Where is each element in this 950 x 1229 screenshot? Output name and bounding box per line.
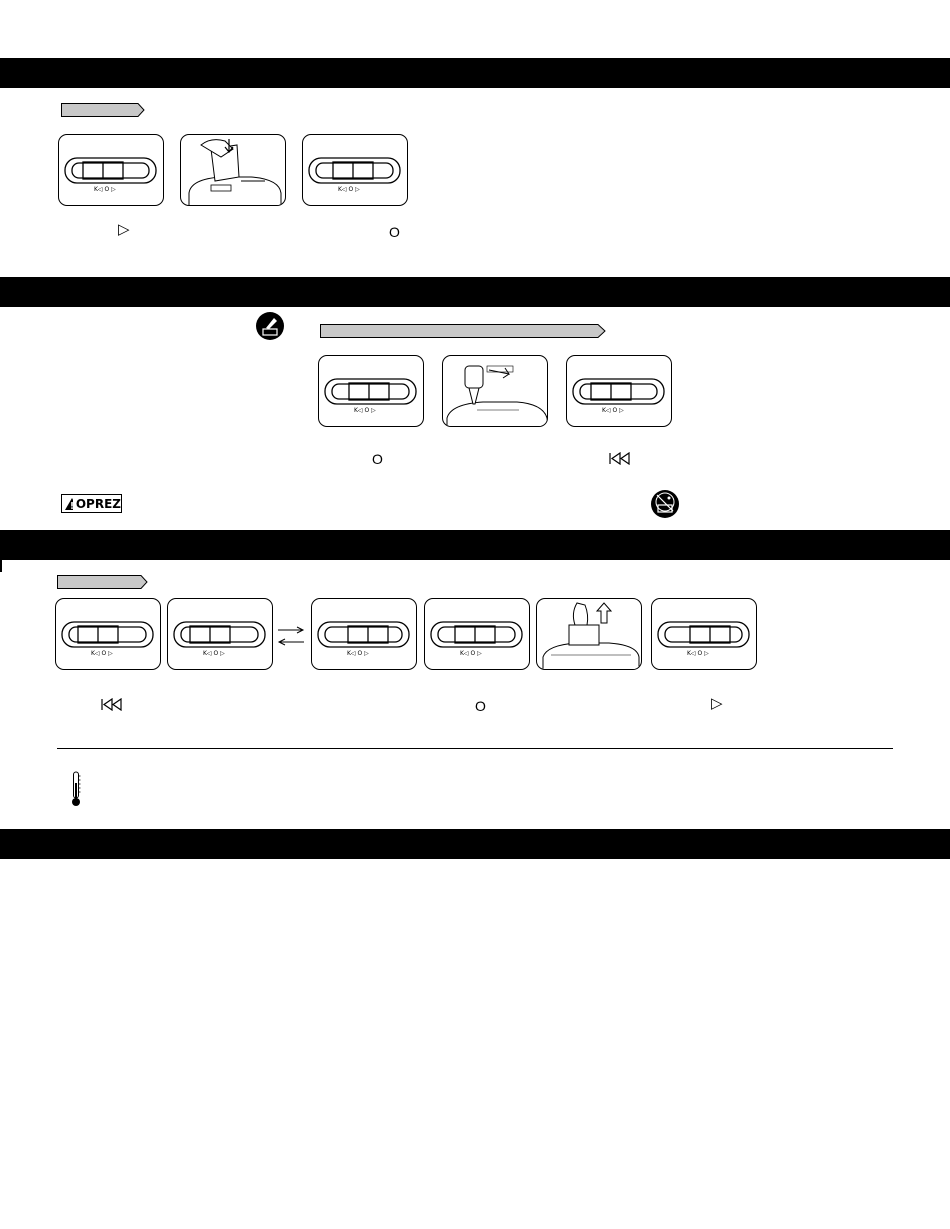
switch-icon [312, 599, 417, 670]
switch-panel [58, 134, 164, 206]
warning-label [61, 494, 122, 513]
switch-panel [424, 598, 530, 670]
switch-panel [55, 598, 161, 670]
switch-icon [56, 599, 161, 670]
section-4-bar [0, 829, 950, 859]
feed-paper-illustration [180, 134, 286, 206]
switch-icon [168, 599, 273, 670]
switch-panel [318, 355, 424, 427]
switch-panel [302, 134, 408, 206]
section-2-bar [0, 277, 950, 307]
oil-bottle-icon [443, 356, 548, 427]
svg-text:K◁ O ▷: K◁ O ▷ [94, 186, 116, 193]
switch-icon [567, 356, 672, 427]
off-symbol: O [389, 224, 400, 240]
step-arrow-icon [61, 103, 145, 117]
svg-text:K◁ O ▷: K◁ O ▷ [460, 650, 482, 657]
switch-icon [319, 356, 424, 427]
margin-mark [0, 560, 2, 572]
forward-symbol: ▷ [711, 695, 723, 712]
off-symbol: O [372, 451, 383, 467]
warning-triangle-icon [64, 497, 73, 511]
switch-icon [425, 599, 530, 670]
svg-text:K◁ O ▷: K◁ O ▷ [602, 407, 624, 414]
switch-panel [566, 355, 672, 427]
reverse-symbol-icon [609, 452, 631, 465]
reverse-symbol-icon [101, 698, 123, 711]
step-arrow-icon [320, 324, 606, 338]
section-3-bar [0, 530, 950, 560]
thermometer-icon [70, 771, 82, 807]
off-symbol: O [475, 698, 486, 714]
switch-panel [311, 598, 417, 670]
svg-text:K◁ O ▷: K◁ O ▷ [687, 650, 709, 657]
svg-text:K◁ O ▷: K◁ O ▷ [347, 650, 369, 657]
svg-text:K◁ O ▷: K◁ O ▷ [338, 186, 360, 193]
step-arrow-icon [57, 575, 148, 589]
svg-text:K◁ O ▷: K◁ O ▷ [354, 407, 376, 414]
shredder-remove-paper-icon [537, 599, 642, 670]
switch-panel [167, 598, 273, 670]
svg-text:K◁ O ▷: K◁ O ▷ [203, 650, 225, 657]
divider [57, 748, 893, 749]
forward-symbol: ▷ [118, 221, 130, 238]
switch-panel [651, 598, 757, 670]
switch-icon [59, 135, 164, 206]
remove-paper-illustration [536, 598, 642, 670]
shredder-hand-feed-icon [181, 135, 286, 206]
lubricate-icon [256, 312, 284, 340]
warning-text: OPREZ [75, 496, 121, 511]
oil-bottle-illustration [442, 355, 548, 427]
switch-icon [652, 599, 757, 670]
switch-icon [303, 135, 408, 206]
back-and-forth-arrows-icon [276, 624, 306, 648]
section-1-bar [0, 58, 950, 88]
no-aerosol-icon [651, 490, 679, 518]
svg-text:K◁ O ▷: K◁ O ▷ [91, 650, 113, 657]
